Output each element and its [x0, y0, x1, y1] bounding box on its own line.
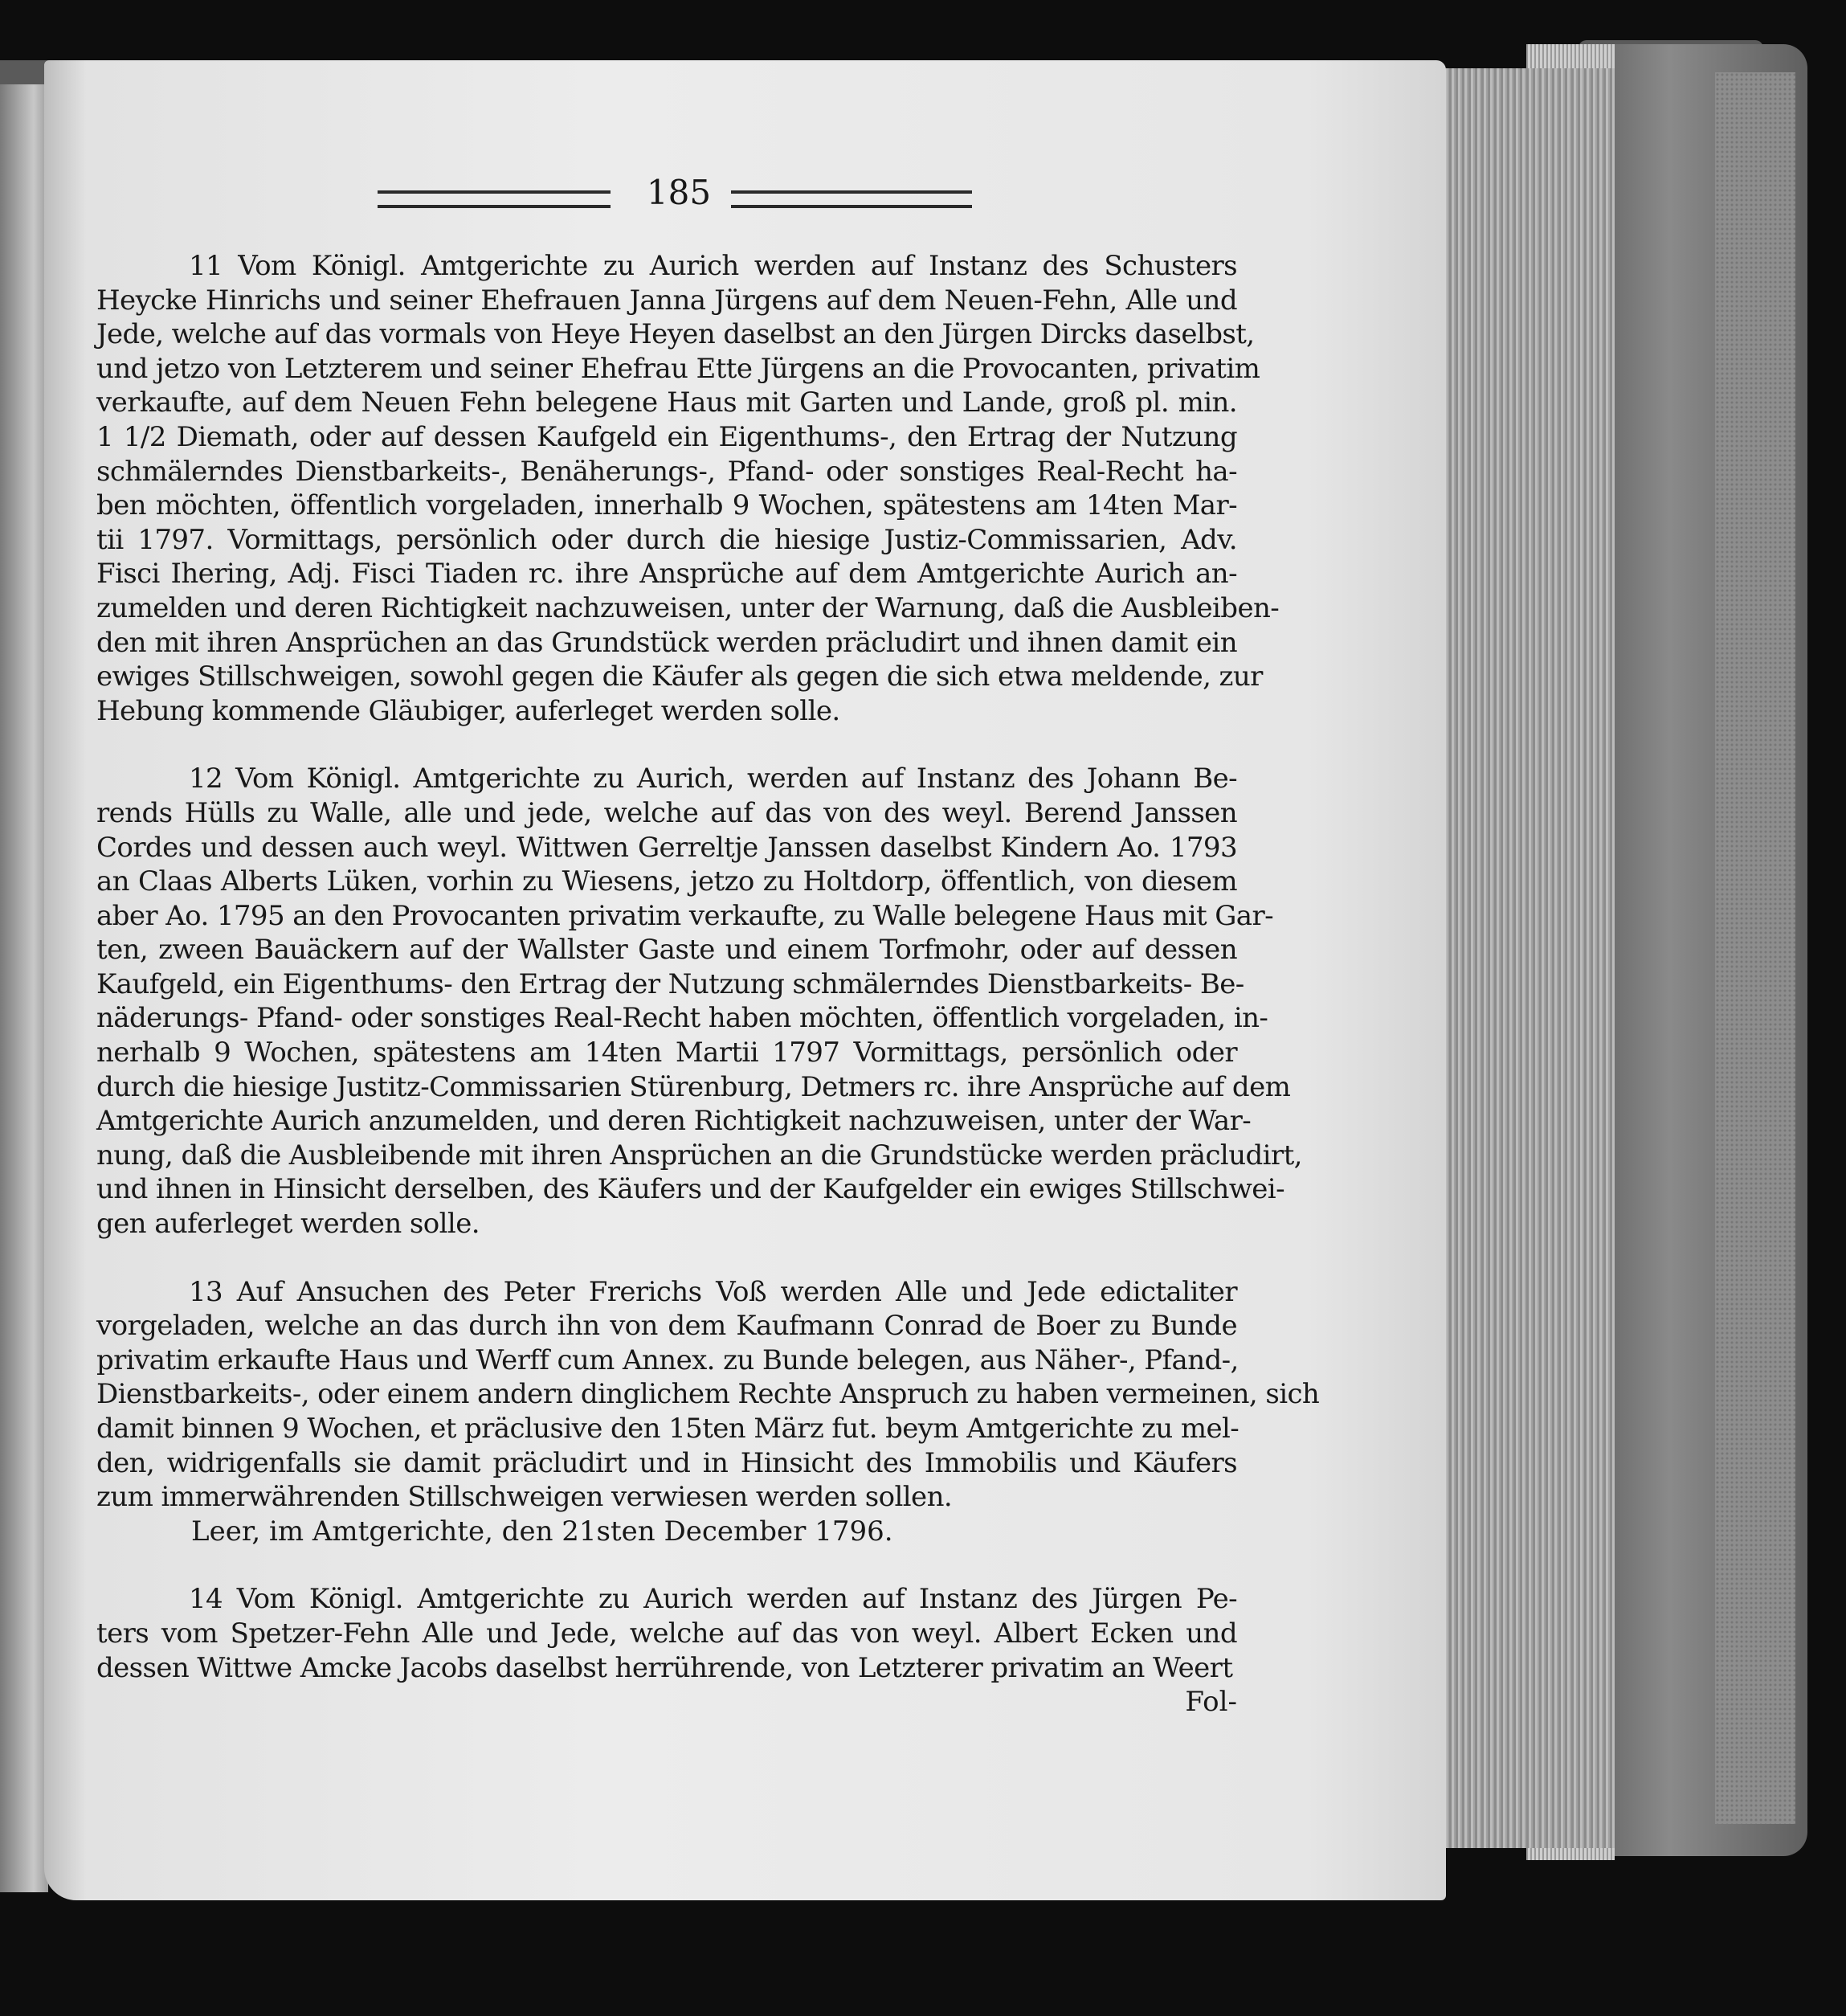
text-line: vorgeladen, welche an das durch ihn von dem Kaufmann Conrad de Boer zu Bunde: [96, 1310, 1237, 1343]
catchword: Fol-: [1185, 1686, 1237, 1719]
text-line: aber Ao. 1795 an den Provocanten privatim verkaufte, zu Walle belegene Haus mit Gar-: [96, 899, 1274, 932]
notice-paragraph-14: [96, 1582, 1237, 1719]
text-line: Hebung kommende Gläubiger, auferleget werden solle.: [96, 694, 840, 727]
text-line: 14 Vom Königl. Amtgerichte zu Aurich werden auf Instanz des Jürgen Pe-: [189, 1583, 1237, 1616]
text-line: damit binnen 9 Wochen, et präclusive den 15ten März fut. beym Amtgerichte zu mel-: [96, 1413, 1240, 1445]
page-edges: [1430, 68, 1615, 1848]
text-line: schmälerndes Dienstbarkeits-, Benäherungs-, Pfand- oder sonstiges Real-Recht ha-: [96, 455, 1237, 488]
text-line: Cordes und dessen auch weyl. Wittwen Gerreltje Janssen daselbst Kindern Ao. 1793: [96, 831, 1237, 864]
text-line: 13 Auf Ansuchen des Peter Frerichs Voß werden Alle und Jede edictaliter: [189, 1275, 1237, 1308]
text-line: 12 Vom Königl. Amtgerichte zu Aurich, werden auf Instanz des Johann Be-: [189, 763, 1237, 795]
text-line: 1 1/2 Diemath, oder auf dessen Kaufgeld ein Eigenthums-, den Ertrag der Nutzung: [96, 420, 1237, 453]
header-rule-right: [731, 190, 972, 208]
text-line: ewiges Stillschweigen, sowohl gegen die Käufer als gegen die sich etwa meldende, zur: [96, 660, 1263, 693]
text-line: nerhalb 9 Wochen, spätestens am 14ten Martii 1797 Vormittags, persönlich oder: [96, 1037, 1237, 1069]
text-line: Dienstbarkeits-, oder einem andern dinglichem Rechte Anspruch zu haben vermeinen, sich: [96, 1378, 1320, 1411]
facing-page-edge: [0, 76, 48, 1892]
text-line: verkaufte, auf dem Neuen Fehn belegene Haus mit Garten und Lande, groß pl. min.: [96, 386, 1237, 419]
text-line: zumelden und deren Richtigkeit nachzuweisen, unter der Warnung, daß die Ausbleiben-: [96, 591, 1280, 624]
text-line: 11 Vom Königl. Amtgerichte zu Aurich werden auf Instanz des Schusters: [189, 250, 1237, 282]
text-line: Fisci Ihering, Adj. Fisci Tiaden rc. ihre Ansprüche auf dem Amtgerichte Aurich an-: [96, 558, 1237, 591]
page-header: [378, 173, 972, 213]
page-body: [96, 249, 1320, 1720]
text-line: zum immerwährenden Stillschweigen verwiesen werden sollen.: [96, 1481, 953, 1514]
text-line: den, widrigenfalls sie damit präcludirt und in Hinsicht des Immobilis und Käufers: [96, 1446, 1237, 1479]
text-line: und jetzo von Letzterem und seiner Ehefrau Ette Jürgens an die Provocanten, privatim: [96, 352, 1260, 385]
date-line: Leer, im Amtgerichte, den 21sten December 1796.: [191, 1515, 893, 1548]
text-line: näderungs- Pfand- oder sonstiges Real-Recht haben möchten, öffentlich vorgeladen, in-: [96, 1002, 1268, 1035]
text-line: ben möchten, öffentlich vorgeladen, innerhalb 9 Wochen, spätestens am 14ten Mar-: [96, 489, 1237, 522]
text-line: an Claas Alberts Lüken, vorhin zu Wiesens, jetzo zu Holtdorp, öffentlich, von diesem: [96, 865, 1237, 898]
text-line: den mit ihren Ansprüchen an das Grundstück werden präcludirt und ihnen damit ein: [96, 626, 1237, 659]
text-line: Jede, welche auf das vormals von Heye Heyen daselbst an den Jürgen Dircks daselbst,: [96, 318, 1255, 351]
book-cover-board: [1715, 72, 1795, 1824]
text-line: und ihnen in Hinsicht derselben, des Käufers und der Kaufgelder ein ewiges Stillschwei-: [96, 1173, 1284, 1206]
text-line: Kaufgeld, ein Eigenthums- den Ertrag der Nutzung schmälerndes Dienstbarkeits- Be-: [96, 967, 1244, 1000]
notice-paragraph-12: [96, 762, 1302, 1241]
text-line: privatim erkaufte Haus und Werff cum Annex. zu Bunde belegen, aus Näher-, Pfand-,: [96, 1343, 1239, 1376]
text-line: ters vom Spetzer-Fehn Alle und Jede, welche auf das von weyl. Albert Ecken und: [96, 1617, 1237, 1650]
text-line: dessen Wittwe Amcke Jacobs daselbst herrührende, von Letzterer privatim an Weert: [96, 1651, 1233, 1684]
page-number: 185: [646, 173, 712, 212]
notice-paragraph-11: [96, 249, 1280, 728]
text-line: nung, daß die Ausbleibende mit ihren Ansprüchen an die Grundstücke werden präcludirt,: [96, 1139, 1302, 1172]
text-line: ten, zween Bauäckern auf der Wallster Gaste und einem Torfmohr, oder auf dessen: [96, 934, 1237, 967]
text-line: durch die hiesige Justitz-Commissarien Stürenburg, Detmers rc. ihre Ansprüche auf dem: [96, 1070, 1291, 1103]
text-line: tii 1797. Vormittags, persönlich oder durch die hiesige Justiz-Commissarien, Adv.: [96, 523, 1237, 556]
text-line: Heycke Hinrichs und seiner Ehefrauen Janna Jürgens auf dem Neuen-Fehn, Alle und: [96, 284, 1237, 317]
text-line: Amtgerichte Aurich anzumelden, und deren Richtigkeit nachzuweisen, unter der War-: [96, 1105, 1252, 1138]
notice-paragraph-13: [96, 1275, 1320, 1549]
header-rule-left: [378, 190, 611, 208]
text-line: rends Hülls zu Walle, alle und jede, welche auf das von des weyl. Berend Janssen: [96, 796, 1237, 829]
text-line: gen auferleget werden solle.: [96, 1208, 480, 1241]
